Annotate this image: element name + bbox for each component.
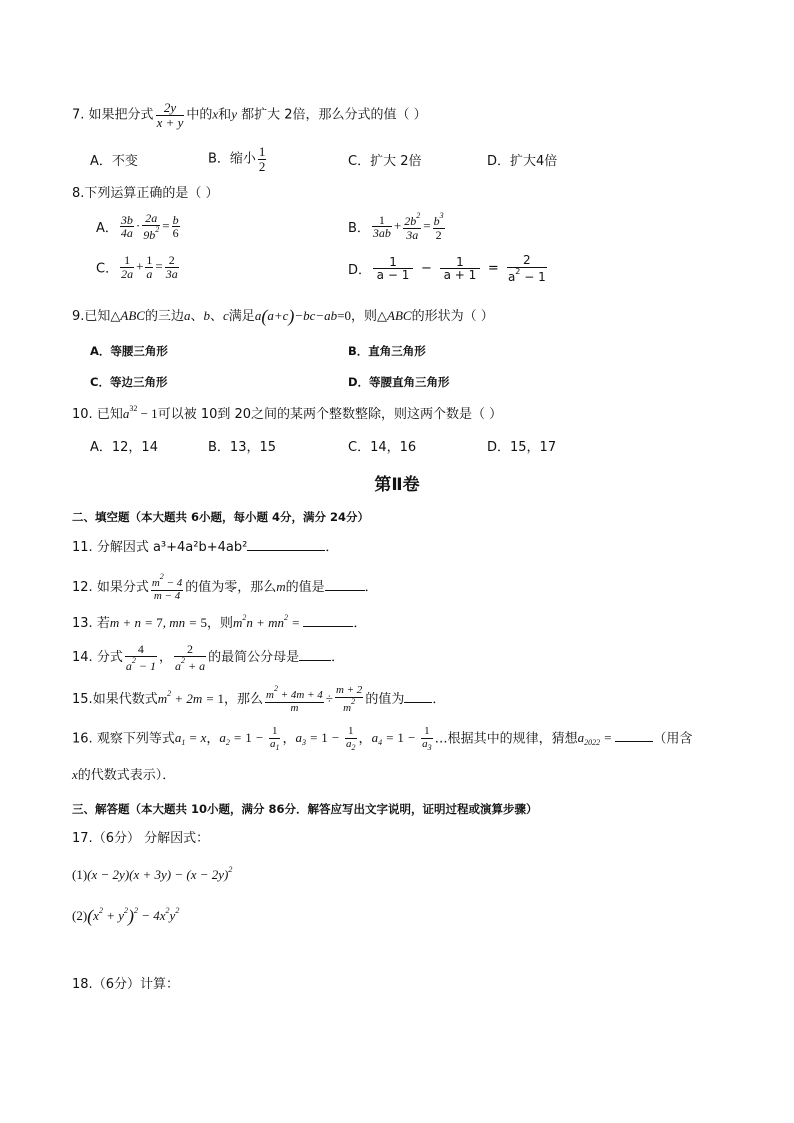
q7-option-c: C．扩大 2倍 (348, 154, 422, 169)
answer-blank[interactable] (325, 590, 365, 591)
q10-option-d: D．15，17 (487, 440, 557, 455)
answer-blank[interactable] (615, 741, 653, 742)
q13: 13. 若m + n = 7, mn = 5，则$m^2n + mn^2$ = ． (72, 613, 367, 631)
q14: 14. 分式 $\frac{4}{a^2 - 1}$ ， $\frac{2}{a^2 + a}$ 的最简公分母是 ． (72, 642, 345, 673)
q7-stem: 7. 如果把分式 $\frac{2y}{x + y}$ 中的x和y 都扩大 2倍，那么分式的值（ ） (72, 100, 427, 130)
q9-option-b: B．直角三角形 (348, 344, 426, 358)
answer-blank[interactable] (247, 550, 325, 551)
question-number: 7. (72, 107, 85, 123)
part-title: 第Ⅱ卷 (374, 475, 420, 495)
q8-option-c: C． $\frac{1}{2a}$ + $\frac{1}{a}$ = $\frac{2}{3a}$ (96, 253, 178, 281)
fraction: $\frac{2y}{x + y}$ (156, 100, 184, 130)
q12: 12. 如果分式 $\frac{m^2 - 4}{m - 4}$ 的值为零，那么m的值是 ． (72, 572, 378, 602)
q15: 15.如果代数式$m^2 + 2m = 1$，那么 $\frac{m^2 + 4m + 4}{m}$ ÷ $\frac{m + 2}{m^2}$ 的值为 ． (72, 684, 446, 714)
q8-option-b: B． $\frac{1}{3ab}$ + $\frac{2b^2}{3a}$ = $\frac{b^3}{2}$ (348, 211, 444, 242)
q8-option-d: D． $\frac{1}{a - 1}$ − $\frac{1}{a + 1}$ = $\frac{2}{a^2 - 1}$ (348, 253, 546, 284)
q9-stem: 9.已知△ABC的三边a、b、c满足a(a+c)−bc−ab=0，则△ABC的形状为（ ） (72, 306, 494, 326)
q8-option-a: A． $\frac{3b}{4a}$ · $\frac{2a}{9b^2}$ = $\frac{b}{6}$ (96, 211, 179, 242)
q7-option-b: B．缩小 $\frac{1}{2}$ (208, 144, 266, 174)
q17-part2: $(2)(x^2 + y^2)^2 - 4x^2y^2$ (72, 906, 180, 926)
q10-stem: 10. 已知$a^{32} - 1$可以被 10到 20之间的某两个整数整除，则这两个数是（ ） (72, 404, 503, 422)
section-heading: 三、解答题（本大题共 10小题，满分 86分．解答应写出文字说明，证明过程或演算步骤） (72, 802, 538, 816)
q8-stem: 8.下列运算正确的是（ ） (72, 186, 219, 201)
q10-option-c: C．14，16 (348, 440, 417, 455)
q17: 17.（6分） 分解因式： (72, 831, 210, 846)
q11: 11. 分解因式 a³+4a²b+4ab² ． (72, 540, 339, 555)
section-heading: 二、填空题（本大题共 6小题，每小题 4分，满分 24分） (72, 510, 370, 524)
q9-option-a: A．等腰三角形 (90, 344, 168, 358)
q18: 18.（6分）计算： (72, 977, 179, 992)
q9-option-c: C．等边三角形 (90, 375, 168, 389)
q9-option-d: D．等腰直角三角形 (348, 375, 450, 389)
q16: 16. 观察下列等式$a_1 = x$，$a_2 = 1$ − $\frac{1}{a_1}$ ，$a_3 = 1$ − $\frac{1}{a_2}$ ，$a_4 = 1$ − $\frac{1}{a_3}$ …根据其中的规律，猜想$a_{2022}$ = （用含 (72, 725, 693, 752)
q9-equation: a(a+c)−bc−ab=0 (254, 306, 352, 326)
q16-line2: x的代数式表示）． (72, 767, 176, 783)
q17-part1: $(1)(x - 2y)(x + 3y) - (x - 2y)^2$ (72, 865, 233, 882)
answer-blank[interactable] (299, 660, 331, 661)
q7-option-a: A．不变 (90, 154, 138, 169)
q7-option-d: D．扩大4倍 (487, 154, 558, 169)
q10-option-a: A．12，14 (90, 440, 158, 455)
q10-option-b: B．13，15 (208, 440, 277, 455)
answer-blank[interactable] (303, 626, 353, 627)
answer-blank[interactable] (404, 702, 432, 703)
